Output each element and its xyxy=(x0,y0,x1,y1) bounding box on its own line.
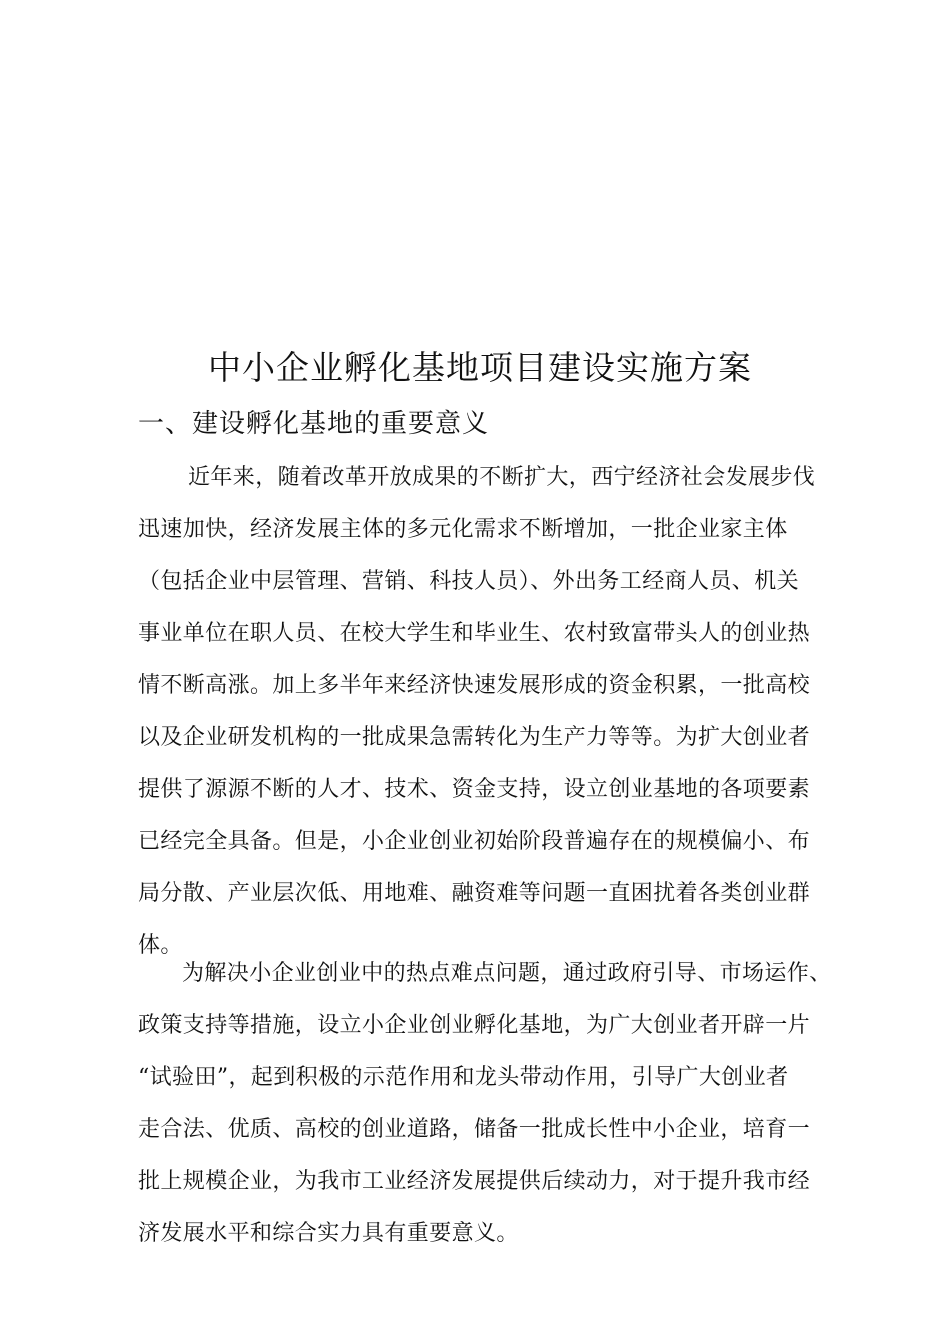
paragraph-line: 已经完全具备。但是，小企业创业初始阶段普遍存在的规模偏小、布 xyxy=(138,829,811,854)
paragraph-line: 事业单位在职人员、在校大学生和毕业生、农村致富带头人的创业热 xyxy=(138,621,811,646)
paragraph-line: 局分散、产业层次低、用地难、融资难等问题一直困扰着各类创业群 xyxy=(138,881,811,906)
paragraph-line: 迅速加快，经济发展主体的多元化需求不断增加，一批企业家主体 xyxy=(138,517,788,542)
section-heading: 一、建设孵化基地的重要意义 xyxy=(138,409,490,439)
paragraph-line: 政策支持等措施，设立小企业创业孵化基地，为广大创业者开辟一片 xyxy=(138,1013,811,1038)
document-title: 中小企业孵化基地项目建设实施方案 xyxy=(208,348,752,387)
paragraph-1 xyxy=(138,452,828,972)
paragraph-line: 为解决小企业创业中的热点难点问题，通过政府引导、市场运作、 xyxy=(182,961,832,986)
paragraph-line: 批上规模企业，为我市工业经济发展提供后续动力，对于提升我市经 xyxy=(138,1169,811,1194)
paragraph-line: “试验田”，起到积极的示范作用和龙头带动作用，引导广大创业者 xyxy=(138,1065,789,1090)
paragraph-line: 济发展水平和综合实力具有重要意义。 xyxy=(138,1221,519,1246)
paragraph-line: 体。 xyxy=(138,933,183,958)
paragraph-line: 走合法、优质、高校的创业道路，储备一批成长性中小企业，培育一 xyxy=(138,1117,811,1142)
paragraph-2 xyxy=(138,948,832,1260)
paragraph-line: （包括企业中层管理、营销、科技人员）、外出务工经商人员、机关 xyxy=(138,569,800,594)
paragraph-line: 情不断高涨。加上多半年来经济快速发展形成的资金积累，一批高校 xyxy=(138,673,811,698)
paragraph-line: 提供了源源不断的人才、技术、资金支持，设立创业基地的各项要素 xyxy=(138,777,811,802)
paragraph-line: 以及企业研发机构的一批成果急需转化为生产力等等。为扩大创业者 xyxy=(138,725,811,750)
paragraph-line: 近年来，随着改革开放成果的不断扩大，西宁经济社会发展步伐 xyxy=(188,465,816,490)
